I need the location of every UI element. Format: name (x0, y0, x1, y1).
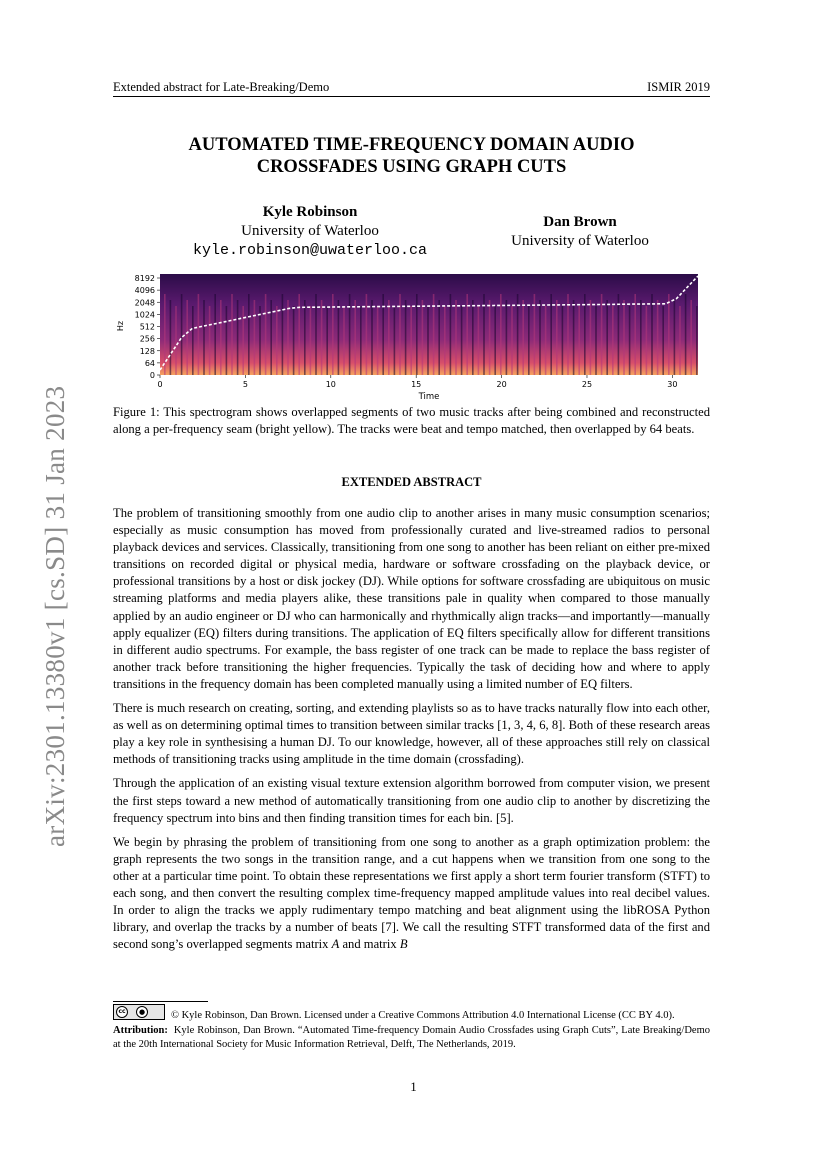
beat-stripe (360, 306, 362, 375)
beat-stripe (539, 300, 541, 375)
beat-stripe (578, 306, 580, 375)
beat-stripe (489, 300, 491, 375)
beat-stripe (455, 300, 457, 375)
license-text: © Kyle Robinson, Dan Brown. Licensed under a Creative Commons Attribution 4.0 International License (CC BY 4.0). (171, 1010, 675, 1021)
beat-stripe (422, 300, 424, 375)
beat-stripe (556, 300, 558, 375)
beat-stripe (629, 306, 631, 375)
beat-stripe (315, 294, 317, 375)
beat-stripe (674, 300, 676, 375)
beat-stripe (164, 294, 166, 375)
beat-stripe (282, 294, 284, 375)
y-tick-label: 128 (139, 346, 155, 356)
author-email: kyle.robinson@uwaterloo.ca (192, 242, 428, 259)
footnote-rule (113, 1001, 208, 1002)
cc-icon: cc (116, 1006, 128, 1018)
y-axis (135, 274, 160, 380)
arxiv-identifier-stamp: arXiv:2301.13380v1 [cs.SD] 31 Jan 2023 (40, 385, 70, 847)
x-axis (157, 375, 677, 389)
beat-stripe (377, 306, 379, 375)
beat-stripe (534, 294, 536, 375)
beat-stripe (500, 294, 502, 375)
beat-stripe (343, 306, 345, 375)
section-heading: EXTENDED ABSTRACT (341, 475, 482, 489)
beat-stripe (640, 300, 642, 375)
beat-stripe (242, 306, 244, 375)
beat-stripe (662, 306, 664, 375)
beat-stripe (472, 300, 474, 375)
beat-stripe (567, 294, 569, 375)
beat-stripe (405, 300, 407, 375)
beat-stripe (511, 306, 513, 375)
beat-stripe (410, 306, 412, 375)
x-tick-label: 15 (411, 380, 422, 389)
attribution-label: Attribution: (113, 1024, 168, 1036)
beat-stripe (517, 294, 519, 375)
beat-stripe (696, 306, 698, 375)
beat-stripe (304, 300, 306, 375)
author-block-1 (160, 203, 460, 260)
y-tick-label: 256 (139, 334, 155, 344)
spectrogram-figure (113, 266, 713, 406)
beat-stripe (248, 294, 250, 375)
person-icon: ● (136, 1006, 148, 1018)
beat-stripe (394, 306, 396, 375)
y-tick-label: 2048 (134, 298, 155, 308)
y-tick-label: 8192 (134, 274, 155, 283)
paragraph-4-text: We begin by phrasing the problem of transitioning from one song to another as a graph optimization problem: the graph represents the two songs in the transition range, and a cut happens when we transition from one song to the other at a particular time point. To obtain these representations we first apply a short term fourier transform (STFT) to each song, and then convert the resulting complex time-frequency mapped amplitude values into real decibel values. In order to align the tracks we apply rudimentary tempo matching and beat alignment using the libROSA Python library, and overlap the tracks by a number of beats [7]. We call the resulting STFT transformed data of the first and second song’s overlapped segments matrix (113, 834, 710, 952)
beat-stripe (192, 306, 194, 375)
beat-stripe (522, 300, 524, 375)
figure-caption: Figure 1: This spectrogram shows overlapped segments of two music tracks after being combined and reconstructed along a per-frequency seam (bright yellow). The tracks were beat and tempo matched, then overlapped by 64 beats. (113, 405, 710, 436)
beat-stripe (326, 306, 328, 375)
beat-stripe (321, 300, 323, 375)
y-tick-label: 64 (144, 358, 155, 368)
beat-stripe (237, 300, 239, 375)
beat-stripe (354, 300, 356, 375)
beat-stripe (618, 294, 620, 375)
beat-stripe (276, 306, 278, 375)
paper-title (113, 134, 710, 178)
beat-stripe (651, 294, 653, 375)
beat-stripe (612, 306, 614, 375)
paragraph-3: Through the application of an existing visual texture extension algorithm borrowed from computer vision, we present the first steps toward a new method of automatically transitioning from one audio clip to another by discretizing the frequency spectrum into bins and then finding transition times for each bin. [5]. (113, 776, 710, 825)
beat-stripe (259, 306, 261, 375)
paragraph-1: The problem of transitioning smoothly from one audio clip to another arises in many music consumption scenarios; especially as music consumption has moved from professionally curated and live-streamed radios to personal playback devices and services. Classically, transitioning from one song to another has been reliant on either pre-mixed transitions on recorded digital or physical media, hardware or software crossfading on the playback device, or professional transitions by a host or disk jockey (DJ). While options for software crossfading are ubiquitous on music streaming platforms and media players alike, these transitions pale in quality when compared to those manually applied by an audio engineer or DJ who can harmonically and rhythmically align tracks—and importantly—manually apply equalizer (EQ) filters during transitions. The application of EQ filters specifically allow for different transitions in different audio spectrums. For example, the bass register of one track can be made to replace the bass register of another track before transitioning the higher frequencies. Typically the task of deciding how and where to apply transitions in the frequency domain has been completed manually using a limited number of EQ filters. (113, 506, 710, 691)
spectrogram-background (160, 274, 698, 375)
x-tick-label: 5 (242, 380, 248, 389)
cc-by-license-icon (113, 1004, 165, 1020)
beat-stripe (506, 300, 508, 375)
author-name: Dan Brown (543, 214, 617, 230)
running-header-right: ISMIR 2019 (647, 80, 710, 94)
paragraph-2: There is much research on creating, sorting, and extending playlists so as to have tracks naturally flow into each other, as well as on determining optimal times to transition between similar tracks [1, 3, 4, 6, 8]. Both of these research areas play a key role in synthesising a human DJ. To our knowledge, however, all of these approaches still rely on classical methods of transitioning tracks using amplitude in the time domain (crossfading). (113, 701, 710, 767)
beat-stripe (287, 300, 289, 375)
beat-stripe (679, 306, 681, 375)
title-line-2: CROSSFADES USING GRAPH CUTS (256, 157, 567, 177)
beat-stripe (175, 306, 177, 375)
beat-stripe (332, 294, 334, 375)
beat-stripe (209, 306, 211, 375)
beat-stripe (214, 294, 216, 375)
beat-stripe (528, 306, 530, 375)
beat-stripe (573, 300, 575, 375)
beat-stripe (595, 306, 597, 375)
beat-stripe (371, 300, 373, 375)
beat-stripe (186, 300, 188, 375)
y-tick-label: 4096 (134, 286, 155, 296)
beat-stripe (657, 300, 659, 375)
author-affiliation: University of Waterloo (241, 223, 379, 239)
beat-stripe (685, 294, 687, 375)
beat-stripe (338, 300, 340, 375)
beat-stripe (254, 300, 256, 375)
running-header-left: Extended abstract for Late-Breaking/Demo (113, 80, 330, 94)
x-tick-label: 10 (325, 380, 336, 389)
beat-stripe (181, 294, 183, 375)
beat-stripe (170, 300, 172, 375)
paragraph-4 (113, 834, 710, 954)
y-tick-label: 512 (139, 322, 155, 332)
title-line-1: AUTOMATED TIME-FREQUENCY DOMAIN AUDIO (188, 135, 635, 155)
beat-stripe (494, 306, 496, 375)
license-footnote (113, 1004, 710, 1053)
beat-stripe (298, 294, 300, 375)
y-tick-label: 1024 (134, 310, 155, 320)
spectrogram-plot-area (160, 274, 698, 375)
beat-stripe (606, 300, 608, 375)
y-tick-label: 0 (149, 371, 155, 380)
matrix-b-symbol: B (399, 937, 408, 952)
beat-stripe (545, 306, 547, 375)
beat-stripe (270, 300, 272, 375)
beat-stripe (634, 294, 636, 375)
spectrogram-svg (113, 266, 713, 406)
x-tick-label: 0 (157, 380, 163, 389)
beat-stripe (461, 306, 463, 375)
beat-stripe (198, 294, 200, 375)
beat-stripe (427, 306, 429, 375)
beat-stripe (584, 294, 586, 375)
beat-stripe (562, 306, 564, 375)
beat-stripe (646, 306, 648, 375)
x-tick-label: 25 (581, 380, 593, 389)
y-axis-label: Hz (116, 320, 125, 332)
x-tick-label: 30 (667, 380, 678, 389)
paragraph-4-conjunction: and matrix (339, 937, 400, 952)
beat-stripe (438, 300, 440, 375)
beat-stripe (231, 294, 233, 375)
beat-stripe (668, 294, 670, 375)
beat-stripe (690, 300, 692, 375)
beat-stripe (265, 294, 267, 375)
x-axis-label: Time (418, 392, 440, 402)
author-affiliation: University of Waterloo (511, 233, 649, 249)
beat-stripe (444, 306, 446, 375)
page-number: 1 (410, 1079, 417, 1094)
author-block-2 (490, 213, 670, 251)
beat-stripe (623, 300, 625, 375)
beat-stripe (203, 300, 205, 375)
beat-stripe (226, 306, 228, 375)
attribution-text: Kyle Robinson, Dan Brown. “Automated Time-frequency Domain Audio Crossfades using Graph Cuts”, Late Breaking/Demo at the 20th International Society for Music Information Retrieval, Delft, The Netherlands, 2019. (113, 1024, 710, 1050)
beat-stripe (590, 300, 592, 375)
beat-stripe (366, 294, 368, 375)
beat-stripe (220, 300, 222, 375)
x-tick-label: 20 (496, 380, 507, 389)
abstract-body (113, 505, 710, 960)
author-name: Kyle Robinson (262, 204, 358, 220)
beat-stripe (293, 306, 295, 375)
beat-stripe (601, 294, 603, 375)
beat-stripe (388, 300, 390, 375)
beat-stripe (550, 294, 552, 375)
beat-stripe (310, 306, 312, 375)
header-rule (113, 96, 710, 97)
matrix-a-symbol: A (331, 937, 340, 952)
beat-stripe (478, 306, 480, 375)
